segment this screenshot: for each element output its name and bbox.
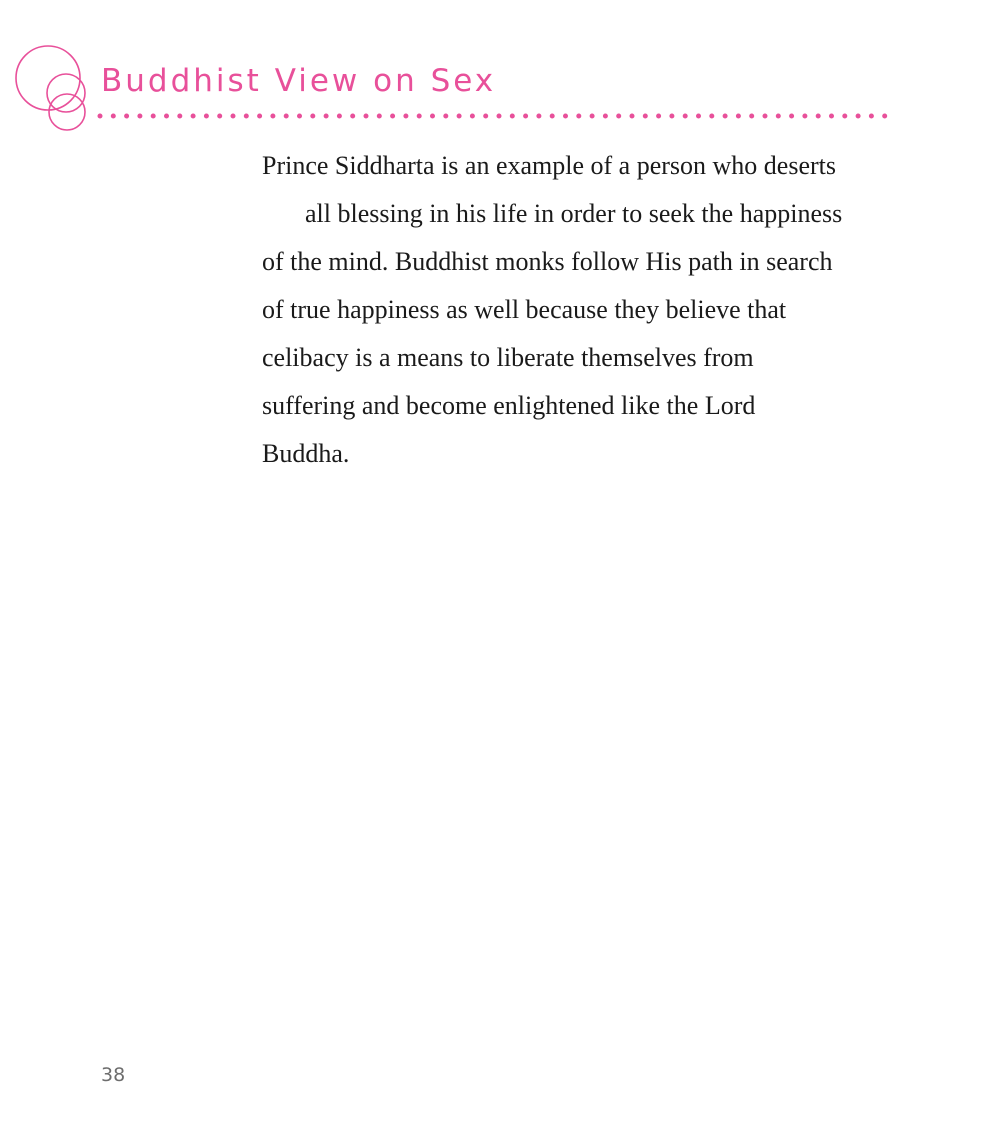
paragraph-line: Prince Siddharta is an example of a person who deserts bbox=[262, 151, 837, 180]
body-paragraph bbox=[262, 142, 922, 478]
paragraph-line: of true happiness as well because they believe that bbox=[262, 295, 787, 324]
paragraph-line: celibacy is a means to liberate themselves from bbox=[262, 343, 754, 372]
page-title: Buddhist View on Sex bbox=[101, 63, 497, 99]
paragraph-line: suffering and become enlightened like the Lord bbox=[262, 391, 756, 420]
paragraph-line: of the mind. Buddhist monks follow His path in search bbox=[262, 247, 833, 276]
page-number: 38 bbox=[101, 1064, 126, 1086]
paragraph-line: all blessing in his life in order to seek the happiness bbox=[305, 199, 843, 228]
dotted-divider bbox=[96, 112, 902, 120]
paragraph-line: Buddha. bbox=[262, 439, 350, 468]
